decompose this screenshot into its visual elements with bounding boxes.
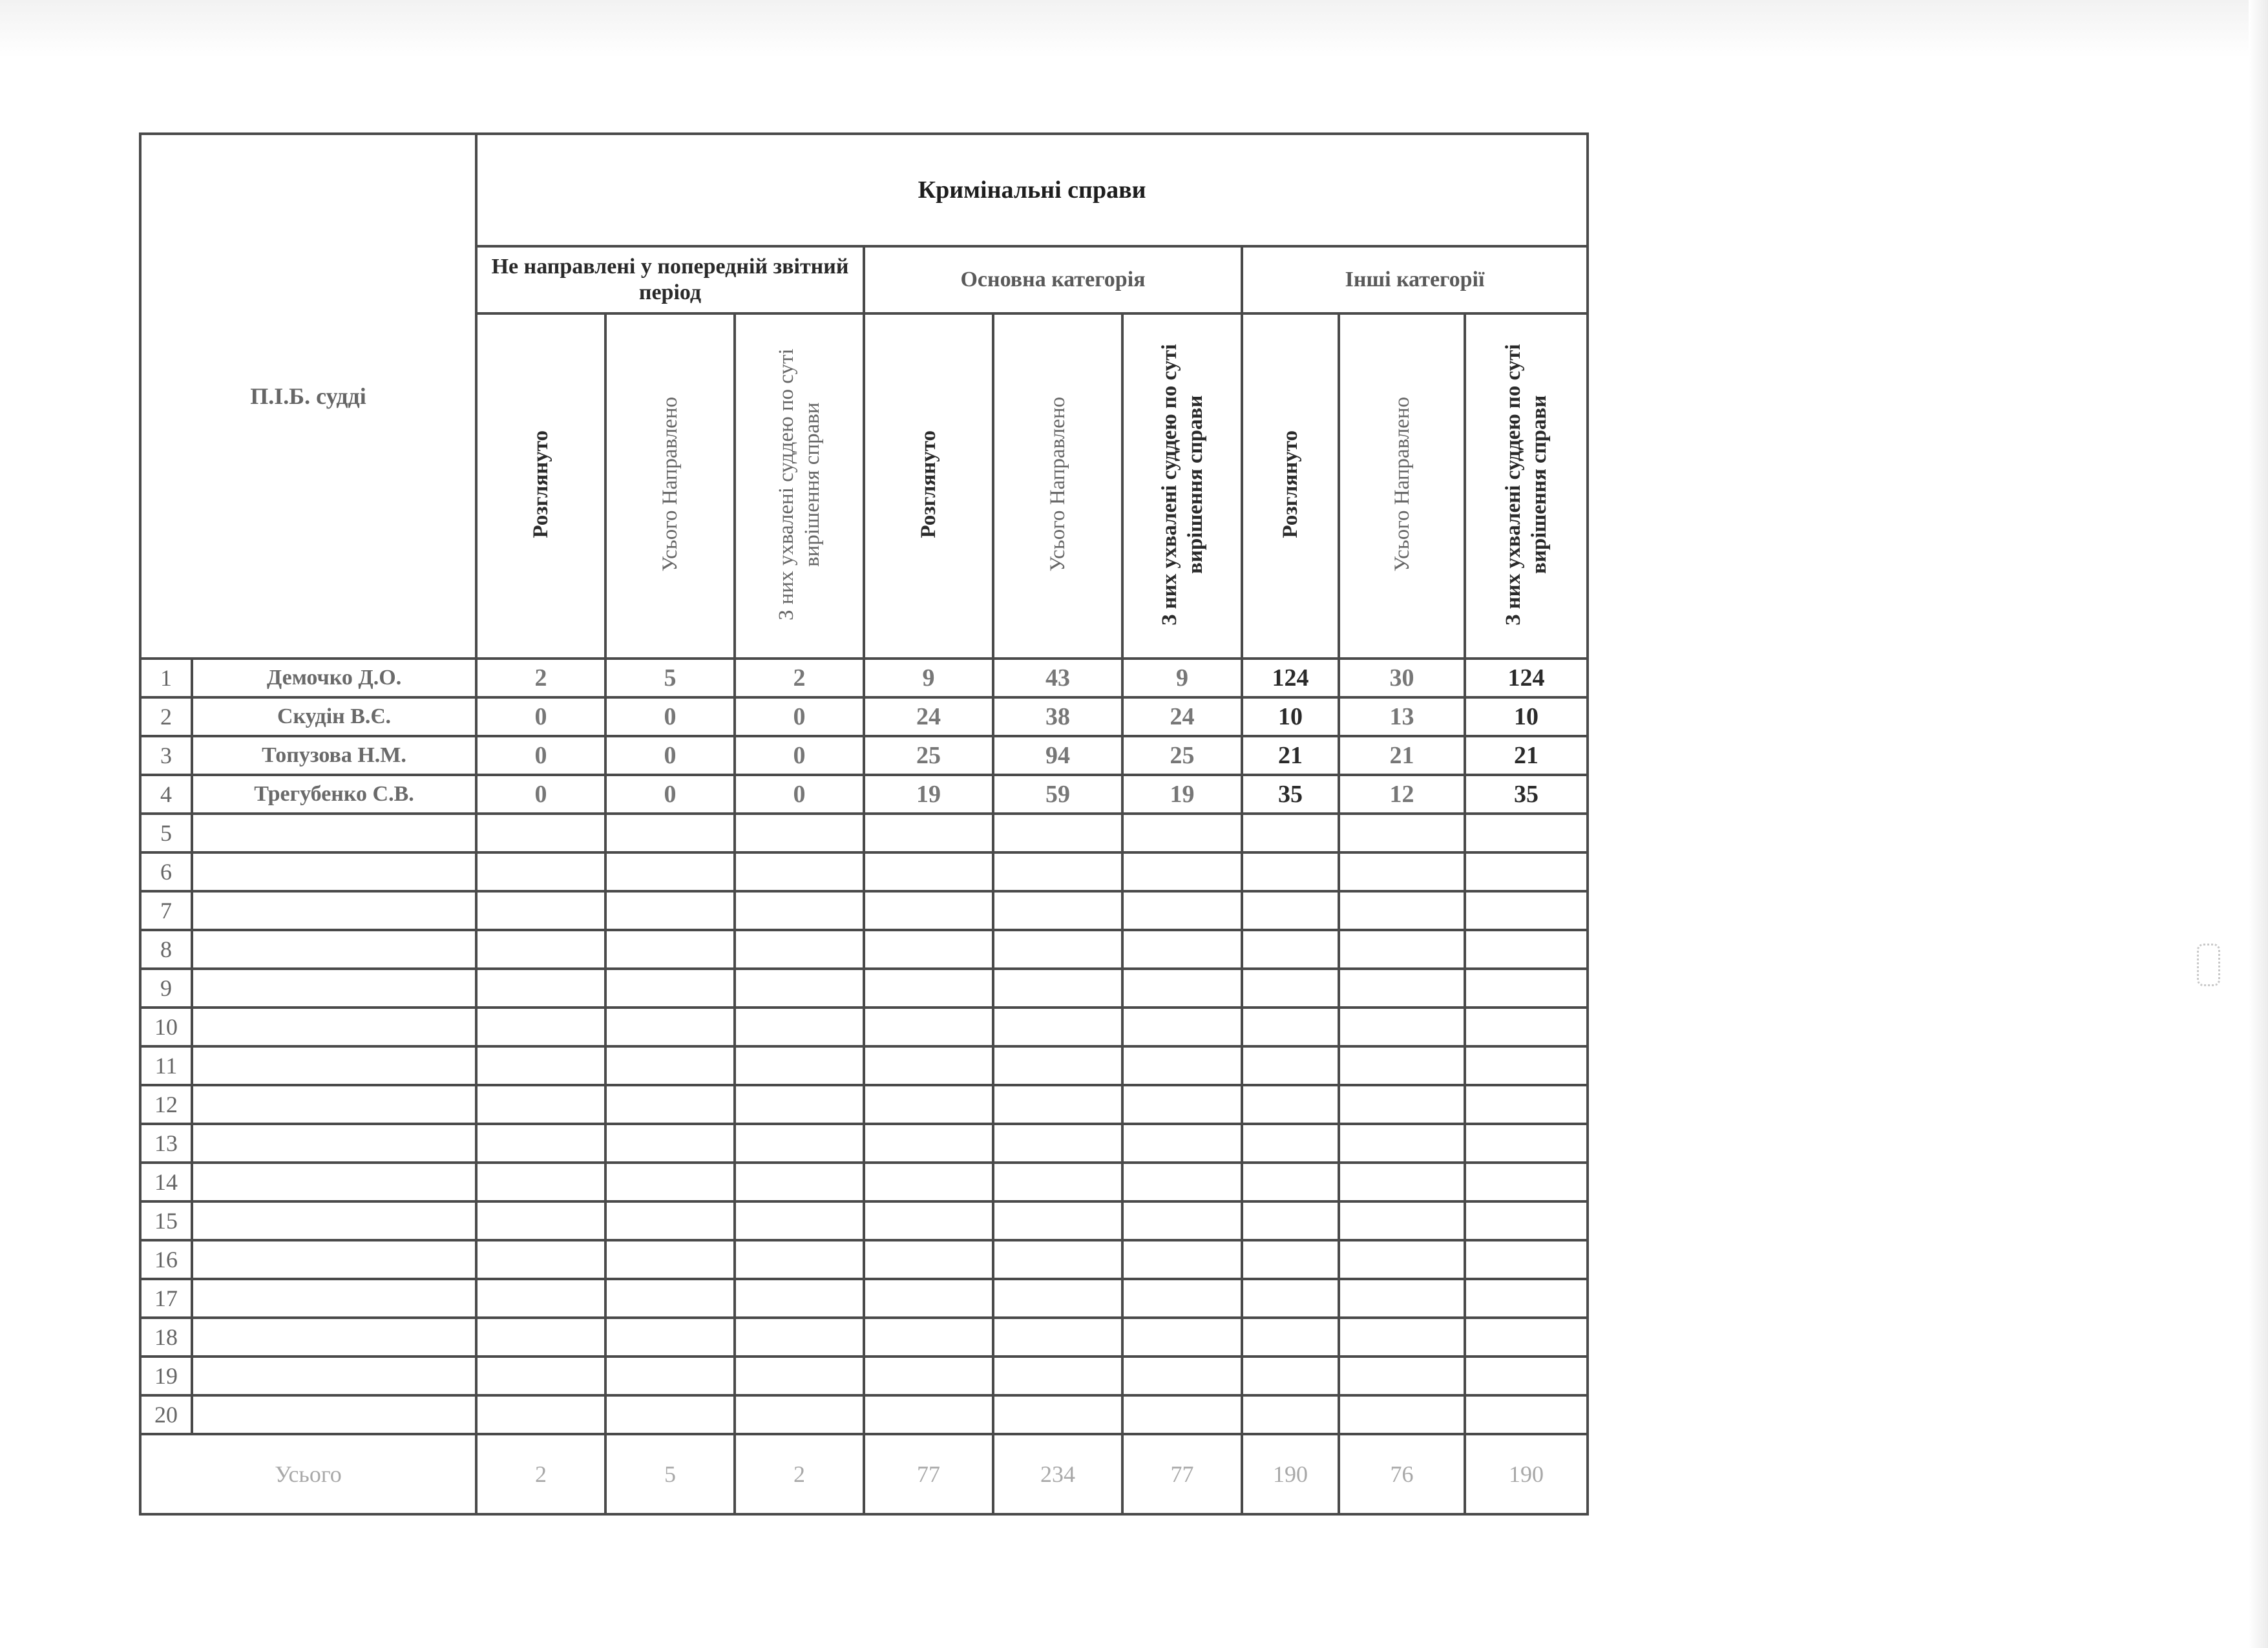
value-cell — [735, 852, 864, 891]
judge-name-cell — [192, 1240, 476, 1279]
table-row — [140, 736, 1588, 775]
value-cell — [1242, 1163, 1339, 1201]
value-cell — [476, 1357, 605, 1395]
column-header — [864, 313, 993, 659]
value-cell — [1465, 1163, 1588, 1201]
value-cell — [864, 1163, 993, 1201]
value-cell — [605, 1124, 735, 1163]
value-cell — [1122, 930, 1242, 969]
value-cell — [605, 1279, 735, 1318]
value-cell — [1465, 1240, 1588, 1279]
value-cell — [735, 1008, 864, 1046]
judge-name-cell: Трегубенко С.В. — [192, 775, 476, 814]
row-number: 16 — [140, 1240, 192, 1279]
row-number: 6 — [140, 852, 192, 891]
table-row — [140, 1318, 1588, 1357]
scan-shadow-top — [0, 0, 2268, 58]
value-cell — [476, 1163, 605, 1201]
total-label: Усього — [140, 1434, 476, 1514]
table-row — [140, 1163, 1588, 1201]
value-cell — [1339, 930, 1465, 969]
row-number: 10 — [140, 1008, 192, 1046]
value-cell: 38 — [993, 697, 1122, 736]
value-cell — [476, 1240, 605, 1279]
total-value-cell: 190 — [1242, 1434, 1339, 1514]
value-cell — [476, 1318, 605, 1357]
table-row — [140, 852, 1588, 891]
value-cell — [1465, 1279, 1588, 1318]
value-cell: 43 — [993, 659, 1122, 697]
value-cell — [1122, 969, 1242, 1008]
value-cell — [1122, 1163, 1242, 1201]
value-cell — [864, 1395, 993, 1434]
value-cell — [1339, 1279, 1465, 1318]
group-header-other-categories: Інші категорії — [1242, 246, 1588, 313]
value-cell — [476, 1201, 605, 1240]
value-cell: 30 — [1339, 659, 1465, 697]
value-cell — [864, 1124, 993, 1163]
table-row — [140, 969, 1588, 1008]
value-cell: 5 — [605, 659, 735, 697]
column-header-label: З них ухвалені суддею по суті вирішення справи — [1157, 343, 1207, 626]
value-cell — [476, 1046, 605, 1085]
value-cell — [993, 1008, 1122, 1046]
value-cell — [735, 1085, 864, 1124]
value-cell — [1339, 1318, 1465, 1357]
value-cell — [735, 969, 864, 1008]
value-cell — [605, 1008, 735, 1046]
row-number: 15 — [140, 1201, 192, 1240]
value-cell — [1242, 1124, 1339, 1163]
value-cell — [1339, 1240, 1465, 1279]
value-cell — [864, 1046, 993, 1085]
value-cell — [1465, 852, 1588, 891]
value-cell — [735, 1201, 864, 1240]
value-cell — [1242, 1046, 1339, 1085]
table-row — [140, 775, 1588, 814]
value-cell: 13 — [1339, 697, 1465, 736]
value-cell — [735, 1124, 864, 1163]
value-cell: 0 — [605, 736, 735, 775]
group-header-previous-period: Не направлені у попередній звітний період — [476, 246, 864, 313]
report-sheet — [139, 132, 1586, 1516]
value-cell — [1465, 1357, 1588, 1395]
column-header — [1242, 313, 1339, 659]
row-number: 20 — [140, 1395, 192, 1434]
value-cell — [1339, 1357, 1465, 1395]
table-title: Кримінальні справи — [476, 134, 1588, 246]
value-cell: 21 — [1465, 736, 1588, 775]
value-cell — [864, 1201, 993, 1240]
column-header — [605, 313, 735, 659]
value-cell: 25 — [1122, 736, 1242, 775]
value-cell — [1339, 1124, 1465, 1163]
value-cell — [735, 814, 864, 852]
value-cell — [1242, 969, 1339, 1008]
value-cell — [476, 969, 605, 1008]
value-cell — [1339, 1201, 1465, 1240]
row-number: 9 — [140, 969, 192, 1008]
value-cell — [605, 1163, 735, 1201]
value-cell — [1465, 1085, 1588, 1124]
table-row — [140, 1240, 1588, 1279]
total-value-cell: 77 — [1122, 1434, 1242, 1514]
value-cell — [605, 930, 735, 969]
column-header-label: Розглянуто — [917, 430, 941, 538]
value-cell: 0 — [735, 736, 864, 775]
total-value-cell: 5 — [605, 1434, 735, 1514]
value-cell: 21 — [1242, 736, 1339, 775]
total-value-cell: 2 — [476, 1434, 605, 1514]
value-cell — [605, 1201, 735, 1240]
judge-name-cell: Скудін В.Є. — [192, 697, 476, 736]
table-row — [140, 1279, 1588, 1318]
group-header-main-category: Основна категорія — [864, 246, 1242, 313]
value-cell — [1242, 1395, 1339, 1434]
value-cell: 24 — [1122, 697, 1242, 736]
table-row — [140, 891, 1588, 930]
value-cell — [1465, 891, 1588, 930]
judge-name-cell — [192, 1085, 476, 1124]
value-cell — [476, 1124, 605, 1163]
judge-name-cell — [192, 1163, 476, 1201]
value-cell — [605, 1318, 735, 1357]
value-cell — [1242, 930, 1339, 969]
column-header-label: Усього Направлено — [658, 397, 682, 572]
value-cell — [476, 1395, 605, 1434]
total-value-cell: 234 — [993, 1434, 1122, 1514]
criminal-cases-table — [139, 132, 1589, 1516]
value-cell — [476, 1279, 605, 1318]
value-cell: 59 — [993, 775, 1122, 814]
table-row — [140, 1357, 1588, 1395]
value-cell: 0 — [735, 775, 864, 814]
row-number: 4 — [140, 775, 192, 814]
value-cell — [1122, 1201, 1242, 1240]
value-cell: 35 — [1465, 775, 1588, 814]
value-cell — [1122, 1124, 1242, 1163]
value-cell — [1122, 1085, 1242, 1124]
value-cell — [605, 814, 735, 852]
judge-name-cell — [192, 1357, 476, 1395]
value-cell — [735, 930, 864, 969]
value-cell — [1122, 1318, 1242, 1357]
value-cell — [864, 1008, 993, 1046]
column-header — [1122, 313, 1242, 659]
row-number: 13 — [140, 1124, 192, 1163]
value-cell — [1122, 891, 1242, 930]
judge-name-cell — [192, 852, 476, 891]
value-cell: 35 — [1242, 775, 1339, 814]
row-number: 14 — [140, 1163, 192, 1201]
value-cell — [605, 1046, 735, 1085]
value-cell — [1242, 1357, 1339, 1395]
value-cell — [1339, 1163, 1465, 1201]
value-cell — [993, 852, 1122, 891]
value-cell: 2 — [735, 659, 864, 697]
value-cell — [1339, 1046, 1465, 1085]
row-number: 3 — [140, 736, 192, 775]
value-cell — [993, 1124, 1122, 1163]
row-number: 5 — [140, 814, 192, 852]
value-cell — [605, 1395, 735, 1434]
judge-name-cell — [192, 1395, 476, 1434]
value-cell — [864, 930, 993, 969]
judge-name-cell — [192, 891, 476, 930]
value-cell — [1122, 1008, 1242, 1046]
column-header-label: Усього Направлено — [1046, 397, 1070, 572]
column-header — [1339, 313, 1465, 659]
judge-name-cell: Демочко Д.О. — [192, 659, 476, 697]
judge-name-cell — [192, 969, 476, 1008]
value-cell — [476, 1008, 605, 1046]
value-cell — [476, 891, 605, 930]
value-cell — [993, 1163, 1122, 1201]
value-cell — [1242, 1085, 1339, 1124]
value-cell — [864, 1085, 993, 1124]
table-row — [140, 1008, 1588, 1046]
value-cell — [1339, 852, 1465, 891]
value-cell: 21 — [1339, 736, 1465, 775]
value-cell: 0 — [605, 697, 735, 736]
value-cell — [476, 1085, 605, 1124]
column-header — [735, 313, 864, 659]
value-cell — [864, 1357, 993, 1395]
row-number: 11 — [140, 1046, 192, 1085]
value-cell — [1465, 930, 1588, 969]
value-cell — [1242, 852, 1339, 891]
value-cell — [1339, 969, 1465, 1008]
value-cell — [476, 814, 605, 852]
value-cell — [1242, 1008, 1339, 1046]
row-number: 18 — [140, 1318, 192, 1357]
row-number: 8 — [140, 930, 192, 969]
value-cell — [993, 1085, 1122, 1124]
judge-name-cell — [192, 1046, 476, 1085]
value-cell — [864, 1279, 993, 1318]
value-cell — [605, 1357, 735, 1395]
scan-mark — [2197, 944, 2220, 986]
table-row — [140, 1085, 1588, 1124]
value-cell: 0 — [605, 775, 735, 814]
value-cell — [864, 814, 993, 852]
column-header — [476, 313, 605, 659]
value-cell: 0 — [735, 697, 864, 736]
row-number: 12 — [140, 1085, 192, 1124]
value-cell — [476, 852, 605, 891]
total-value-cell: 2 — [735, 1434, 864, 1514]
value-cell: 19 — [864, 775, 993, 814]
value-cell: 94 — [993, 736, 1122, 775]
value-cell — [1122, 1357, 1242, 1395]
row-number: 19 — [140, 1357, 192, 1395]
value-cell — [735, 1357, 864, 1395]
value-cell: 12 — [1339, 775, 1465, 814]
value-cell — [993, 1395, 1122, 1434]
value-cell — [1465, 1046, 1588, 1085]
judge-name-cell — [192, 1201, 476, 1240]
value-cell — [993, 1318, 1122, 1357]
value-cell — [864, 891, 993, 930]
value-cell: 25 — [864, 736, 993, 775]
value-cell: 10 — [1242, 697, 1339, 736]
value-cell — [735, 1395, 864, 1434]
judge-name-header: П.І.Б. судді — [140, 134, 476, 659]
value-cell — [993, 891, 1122, 930]
value-cell — [735, 891, 864, 930]
value-cell — [1122, 1279, 1242, 1318]
value-cell — [1339, 891, 1465, 930]
judge-name-cell — [192, 1008, 476, 1046]
value-cell — [1465, 1008, 1588, 1046]
table-row — [140, 1395, 1588, 1434]
value-cell — [605, 852, 735, 891]
value-cell: 2 — [476, 659, 605, 697]
value-cell: 0 — [476, 736, 605, 775]
value-cell — [1465, 969, 1588, 1008]
value-cell — [1242, 1201, 1339, 1240]
total-value-cell: 77 — [864, 1434, 993, 1514]
table-row — [140, 1124, 1588, 1163]
value-cell: 0 — [476, 775, 605, 814]
table-row — [140, 659, 1588, 697]
column-header-label: Усього Направлено — [1390, 397, 1414, 572]
value-cell — [1465, 814, 1588, 852]
total-row — [140, 1434, 1588, 1514]
value-cell — [605, 969, 735, 1008]
value-cell — [1465, 1395, 1588, 1434]
column-header — [993, 313, 1122, 659]
judge-name-cell — [192, 930, 476, 969]
value-cell — [1242, 814, 1339, 852]
scan-shadow-right — [2249, 0, 2268, 1648]
value-cell — [735, 1240, 864, 1279]
value-cell — [864, 852, 993, 891]
value-cell — [1465, 1124, 1588, 1163]
value-cell: 9 — [1122, 659, 1242, 697]
judge-name-cell — [192, 814, 476, 852]
value-cell — [993, 1046, 1122, 1085]
value-cell: 0 — [476, 697, 605, 736]
value-cell: 24 — [864, 697, 993, 736]
value-cell — [993, 1240, 1122, 1279]
value-cell — [1242, 1318, 1339, 1357]
value-cell — [735, 1163, 864, 1201]
table-row — [140, 814, 1588, 852]
value-cell — [735, 1046, 864, 1085]
value-cell — [1465, 1318, 1588, 1357]
value-cell — [993, 969, 1122, 1008]
value-cell — [993, 1201, 1122, 1240]
value-cell — [1122, 1395, 1242, 1434]
value-cell — [605, 1240, 735, 1279]
value-cell — [1339, 1008, 1465, 1046]
table-row — [140, 1046, 1588, 1085]
value-cell — [864, 1318, 993, 1357]
value-cell — [735, 1279, 864, 1318]
column-header-label: Розглянуто — [529, 430, 553, 538]
value-cell — [1122, 814, 1242, 852]
total-value-cell: 190 — [1465, 1434, 1588, 1514]
table-row — [140, 1201, 1588, 1240]
value-cell — [1339, 814, 1465, 852]
judge-name-cell — [192, 1318, 476, 1357]
row-number: 1 — [140, 659, 192, 697]
row-number: 7 — [140, 891, 192, 930]
value-cell — [1122, 1046, 1242, 1085]
column-header-label: З них ухвалені суддею по суті вирішення справи — [1502, 343, 1551, 626]
judge-name-cell — [192, 1124, 476, 1163]
value-cell: 124 — [1242, 659, 1339, 697]
value-cell — [864, 1240, 993, 1279]
value-cell — [864, 969, 993, 1008]
value-cell — [1122, 1240, 1242, 1279]
judge-name-cell: Топузова Н.М. — [192, 736, 476, 775]
total-value-cell: 76 — [1339, 1434, 1465, 1514]
value-cell — [993, 1279, 1122, 1318]
value-cell — [1465, 1201, 1588, 1240]
row-number: 17 — [140, 1279, 192, 1318]
value-cell: 19 — [1122, 775, 1242, 814]
value-cell: 9 — [864, 659, 993, 697]
value-cell — [605, 891, 735, 930]
value-cell — [1242, 891, 1339, 930]
value-cell: 10 — [1465, 697, 1588, 736]
value-cell — [1122, 852, 1242, 891]
value-cell — [476, 930, 605, 969]
value-cell — [735, 1318, 864, 1357]
value-cell — [605, 1085, 735, 1124]
value-cell — [1242, 1240, 1339, 1279]
column-header — [1465, 313, 1588, 659]
table-row — [140, 697, 1588, 736]
row-number: 2 — [140, 697, 192, 736]
value-cell — [1242, 1279, 1339, 1318]
column-header-label: З них ухвалені суддею по суті вирішення справи — [775, 348, 824, 620]
value-cell — [1339, 1395, 1465, 1434]
value-cell: 124 — [1465, 659, 1588, 697]
table-row — [140, 930, 1588, 969]
value-cell — [993, 1357, 1122, 1395]
column-header-label: Розглянуто — [1279, 430, 1303, 538]
value-cell — [993, 814, 1122, 852]
value-cell — [1339, 1085, 1465, 1124]
judge-name-cell — [192, 1279, 476, 1318]
value-cell — [993, 930, 1122, 969]
